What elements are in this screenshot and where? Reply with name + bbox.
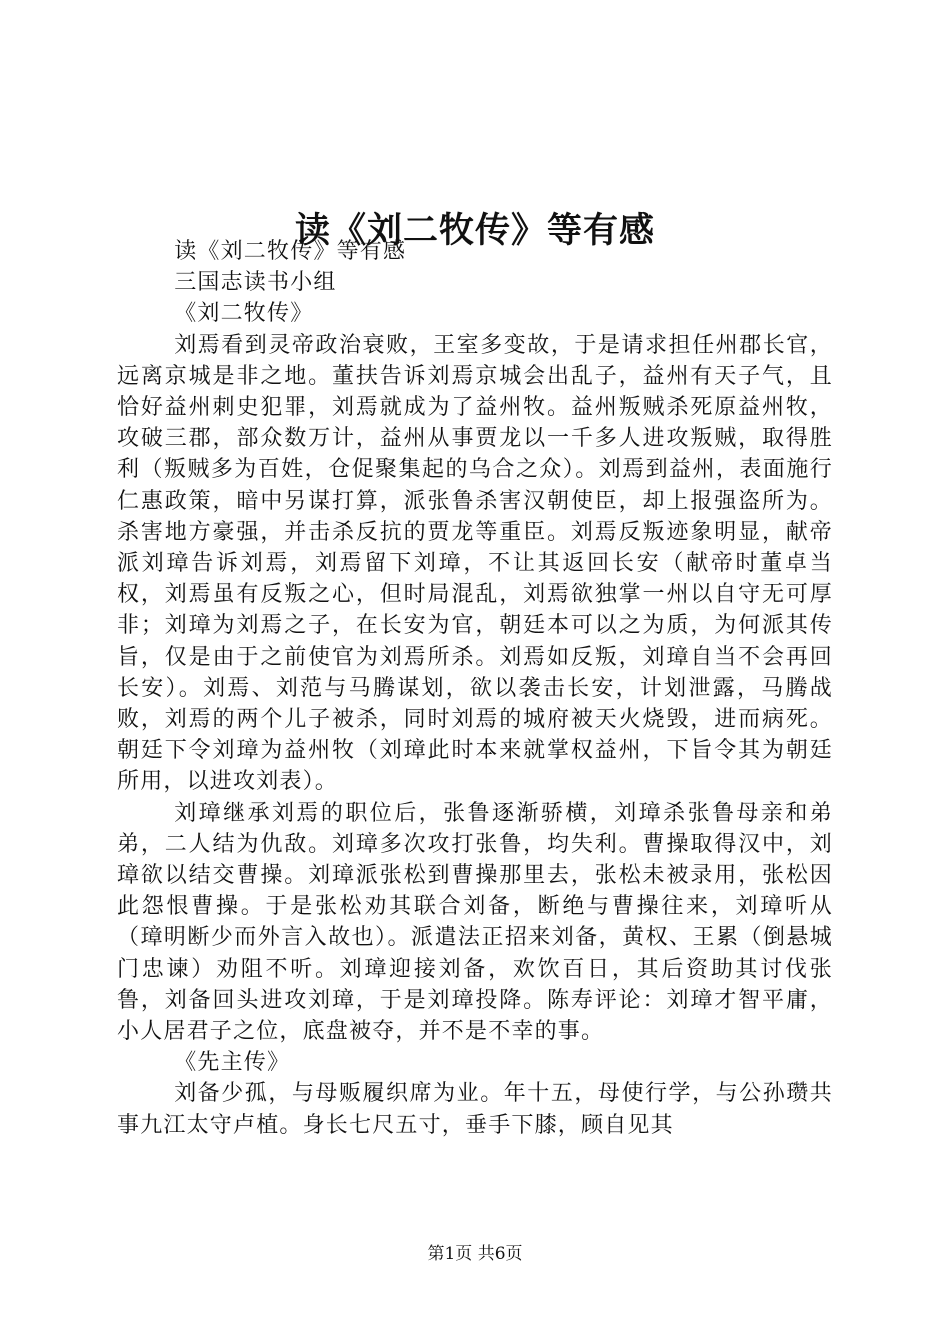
author-line: 三国志读书小组: [174, 270, 337, 296]
page-footer: 第1页 共6页: [427, 1244, 523, 1264]
body-paragraph: 刘焉看到灵帝政治衰败，王室多变故，于是请求担任州郡长官，远离京城是非之地。董扶告诉刘焉京城会出乱子，益州有天子气，且恰好益州刺史犯罪，刘焉就成为了益州牧。益州叛贼杀死原益州牧，攻破三郡，部众数万计，益州从事贾龙以一千多人进攻叛贼，取得胜利（叛贼多为百姓，仓促聚集起的乌合之众）。刘焉到益州，表面施行仁惠政策，暗中另谋打算，派张鲁杀害汉朝使臣，却上报强盗所为。杀害地方豪强，并击杀反抗的贾龙等重臣。刘焉反叛迹象明显，献帝派刘璋告诉刘焉，刘焉留下刘璋，不让其返回长安（献帝时董卓当权，刘焉虽有反叛之心，但时局混乱，刘焉欲独掌一州以自守无可厚非；刘璋为刘焉之子，在长安为官，朝廷本可以之为质，为何派其传旨，仅是由于之前使官为刘焉所杀。刘焉如反叛，刘璋自当不会再回长安）。刘焉、刘范与马腾谋划，欲以袭击长安，计划泄露，马腾战败，刘焉的两个儿子被杀，同时刘焉的城府被天火烧毁，进而病死。朝廷下令刘璋为益州牧（刘璋此时本来就掌权益州，下旨令其为朝廷所用，以进攻刘表）。: [117, 332, 833, 795]
body-paragraph: 刘备少孤，与母贩履织席为业。年十五，母使行学，与公孙瓒共事九江太守卢植。身长七尺五寸，垂手下膝，顾自见其: [117, 1081, 833, 1138]
subtitle-line: 读《刘二牧传》等有感: [174, 239, 407, 264]
document-title: 读《刘二牧传》等有感: [294, 210, 655, 252]
document-body: [117, 236, 833, 1141]
section-heading: 《刘二牧传》: [174, 301, 314, 327]
body-paragraph: 刘璋继承刘焉的职位后，张鲁逐渐骄横，刘璋杀张鲁母亲和弟弟，二人结为仇敌。刘璋多次攻打张鲁，均失利。曹操取得汉中，刘璋欲以结交曹操。刘璋派张松到曹操那里去，张松未被录用，张松因此怨恨曹操。于是张松劝其联合刘备，断绝与曹操往来，刘璋听从（璋明断少而外言入故也）。派遣法正招来刘备，黄权、王累（倒悬城门忠谏）劝阻不听。刘璋迎接刘备，欢饮百日，其后资助其讨伐张鲁，刘备回头进攻刘璋，于是刘璋投降。陈寿评论：刘璋才智平庸，小人居君子之位，底盘被夺，并不是不幸的事。: [117, 800, 833, 1045]
section-heading: 《先主传》: [174, 1050, 291, 1076]
